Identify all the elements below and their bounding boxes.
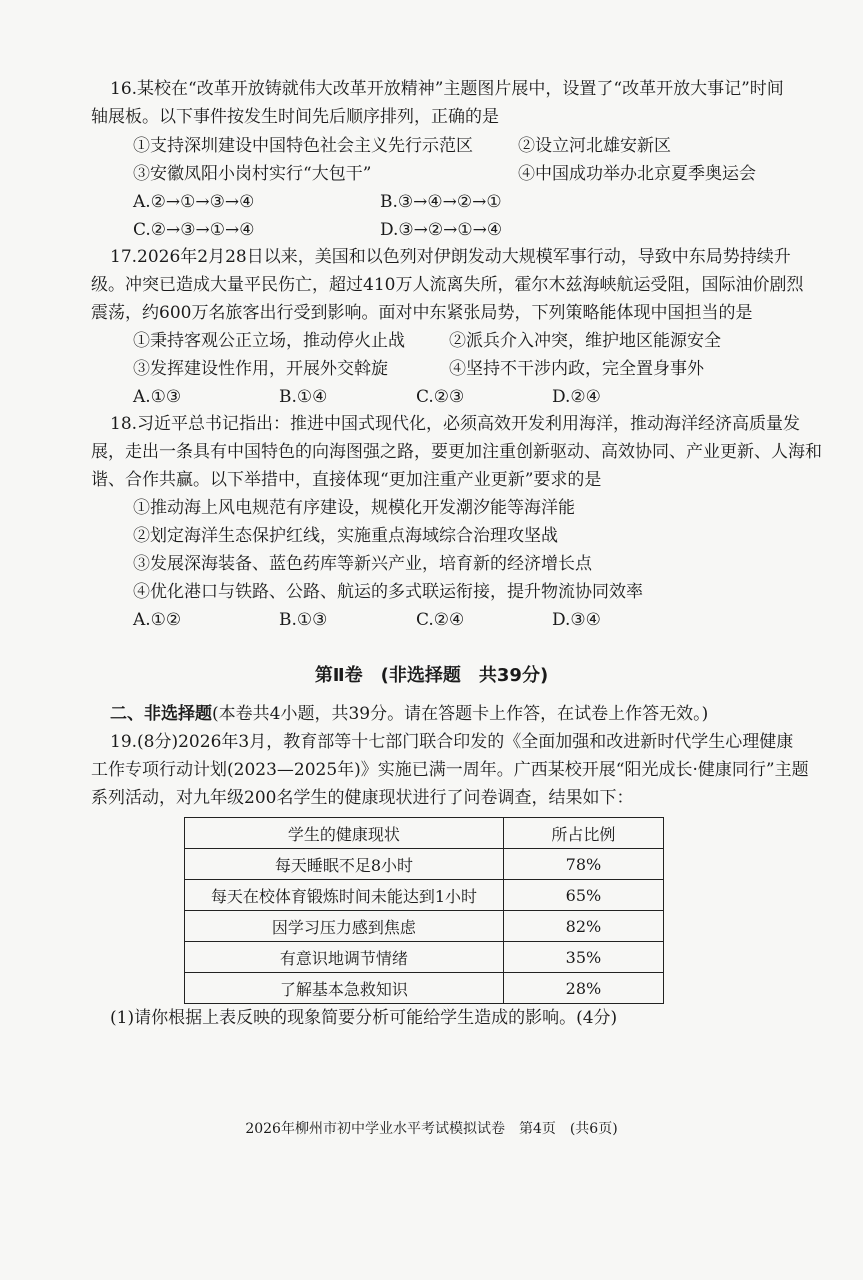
section-title: 第Ⅱ卷 (非选择题 共39分) bbox=[314, 665, 549, 686]
q17-option-a: A.①③ bbox=[133, 387, 182, 407]
q18-item-3: ③发展深海装备、蓝色药库等新兴产业，培育新的经济增长点 bbox=[133, 554, 592, 574]
q17-item-1: ①秉持客观公正立场，推动停火止战 bbox=[133, 331, 405, 351]
section2-instruction bbox=[110, 703, 708, 725]
q16-option-d: D.③→②→①→④ bbox=[380, 220, 503, 240]
table-cell-ratio: 35% bbox=[503, 942, 663, 973]
q18-option-c: C.②④ bbox=[416, 610, 465, 630]
q16-item-3: ③安徽凤阳小岗村实行“大包干” bbox=[133, 164, 372, 184]
q17-item-2: ②派兵介入冲突，维护地区能源安全 bbox=[449, 331, 721, 351]
q16-item-4: ④中国成功举办北京夏季奥运会 bbox=[518, 164, 756, 184]
section2-note: (本卷共4小题，共39分。请在答题卡上作答，在试卷上作答无效。) bbox=[212, 704, 709, 724]
q18-stem-line-1: 18.习近平总书记指出：推进中国式现代化，必须高效开发利用海洋，推动海洋经济高质量发 bbox=[110, 414, 801, 434]
table-row bbox=[185, 911, 664, 942]
q16-stem-line-2: 轴展板。以下事件按发生时间先后顺序排列，正确的是 bbox=[91, 107, 499, 127]
q19-subquestion-1: (1)请你根据上表反映的现象简要分析可能给学生造成的影响。(4分) bbox=[110, 1008, 618, 1028]
table-cell-status: 了解基本急救知识 bbox=[185, 973, 504, 1004]
table-cell-status: 有意识地调节情绪 bbox=[185, 942, 504, 973]
q17-option-d: D.②④ bbox=[552, 387, 601, 407]
q18-stem-line-2: 展，走出一条具有中国特色的向海图强之路，要更加注重创新驱动、高效协同、产业更新、人海和 bbox=[91, 442, 822, 462]
q16-option-b: B.③→④→②→① bbox=[380, 192, 502, 212]
table-cell-ratio: 28% bbox=[503, 973, 663, 1004]
table-cell-status: 每天在校体育锻炼时间未能达到1小时 bbox=[185, 880, 504, 911]
table-cell-status: 因学习压力感到焦虑 bbox=[185, 911, 504, 942]
table-header-ratio: 所占比例 bbox=[503, 818, 663, 849]
q17-item-3: ③发挥建设性作用，开展外交斡旋 bbox=[133, 359, 388, 379]
q17-option-b: B.①④ bbox=[279, 387, 328, 407]
q17-stem-line-1: 17.2026年2月28日以来，美国和以色列对伊朗发动大规模军事行动，导致中东局势持续升 bbox=[110, 247, 791, 267]
q16-option-c: C.②→③→①→④ bbox=[133, 220, 255, 240]
q18-stem-line-3: 谐、合作共赢。以下举措中，直接体现“更加注重产业更新”要求的是 bbox=[91, 470, 602, 490]
table-cell-status: 每天睡眠不足8小时 bbox=[185, 849, 504, 880]
table-row bbox=[185, 942, 664, 973]
q17-item-4: ④坚持不干涉内政，完全置身事外 bbox=[449, 359, 704, 379]
q18-option-d: D.③④ bbox=[552, 610, 601, 630]
q17-option-c: C.②③ bbox=[416, 387, 465, 407]
table-cell-ratio: 82% bbox=[503, 911, 663, 942]
table-header-row bbox=[185, 818, 664, 849]
q18-item-4: ④优化港口与铁路、公路、航运的多式联运衔接，提升物流协同效率 bbox=[133, 582, 643, 602]
q19-stem-line-2: 工作专项行动计划(2023—2025年)》实施已满一周年。广西某校开展“阳光成长·健康同行”主题 bbox=[91, 760, 809, 780]
q19-stem-line-1: 19.(8分)2026年3月，教育部等十七部门联合印发的《全面加强和改进新时代学生心理健康 bbox=[110, 732, 794, 752]
table-cell-ratio: 78% bbox=[503, 849, 663, 880]
table-cell-ratio: 65% bbox=[503, 880, 663, 911]
q19-stem-line-3: 系列活动，对九年级200名学生的健康现状进行了问卷调查，结果如下： bbox=[91, 788, 634, 808]
q18-item-2: ②划定海洋生态保护红线，实施重点海域综合治理攻坚战 bbox=[133, 526, 558, 546]
table-row bbox=[185, 849, 664, 880]
page-footer: 2026年柳州市初中学业水平考试模拟试卷 第4页 (共6页) bbox=[245, 1121, 618, 1137]
table-row bbox=[185, 973, 664, 1004]
table-header-status: 学生的健康现状 bbox=[185, 818, 504, 849]
q18-option-a: A.①② bbox=[133, 610, 182, 630]
q16-item-1: ①支持深圳建设中国特色社会主义先行示范区 bbox=[133, 136, 473, 156]
q18-option-b: B.①③ bbox=[279, 610, 328, 630]
q16-stem-line-1: 16.某校在“改革开放铸就伟大改革开放精神”主题图片展中，设置了“改革开放大事记”时间 bbox=[110, 79, 784, 99]
q17-stem-line-2: 级。冲突已造成大量平民伤亡，超过410万人流离失所，霍尔木兹海峡航运受阻，国际油价剧烈 bbox=[91, 275, 804, 295]
q17-stem-line-3: 震荡，约600万名旅客出行受到影响。面对中东紧张局势，下列策略能体现中国担当的是 bbox=[91, 303, 753, 323]
q16-item-2: ②设立河北雄安新区 bbox=[518, 136, 671, 156]
health-survey-table bbox=[184, 817, 664, 1004]
table-row bbox=[185, 880, 664, 911]
q16-option-a: A.②→①→③→④ bbox=[133, 192, 255, 212]
section2-heading: 二、非选择题 bbox=[110, 704, 212, 724]
q18-item-1: ①推动海上风电规范有序建设，规模化开发潮汐能等海洋能 bbox=[133, 498, 575, 518]
